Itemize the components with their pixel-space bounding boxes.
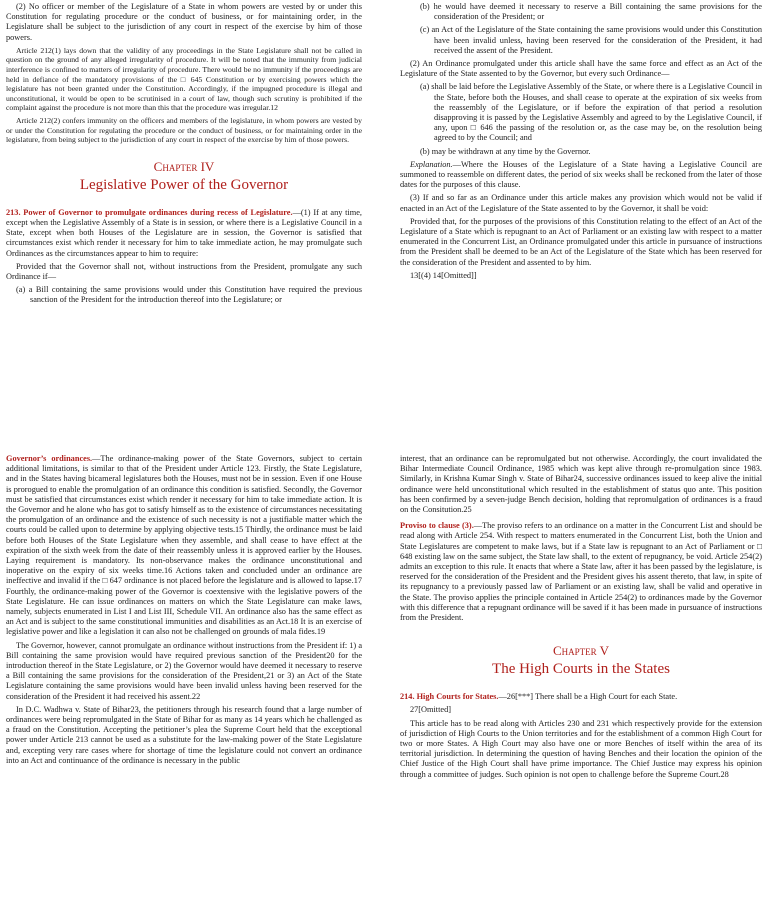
proviso-clause-3-commentary (400, 521, 762, 623)
article-214-heading: 214. High Courts for States. (400, 692, 499, 702)
explanation-body: —Where the Houses of the Legislature of a State having a Legislative Council are summoned to reassemble on different dates, the period of six weeks shall be reckoned from the later of those dates for the purposes of this clause. (400, 159, 762, 190)
governors-ordinances-body: —The ordinance-making power of the State Governors, subject to certain additional limitations, is similar to that of the President under Article 123. Firstly, the State Legislature, and in the States having bicameral legislatures both the Houses, must not be in session. Even if one House is prorogued to enable the promulgation of an ordinance this condition is satisfied. Secondly, the Governor must be satisfied that circumstances exist which render it necessary for him to take immediate action. It is the Governor and he alone who has got to satisfy himself as to the existence of circumstances necessitating the promulgation of an ordinance and the existence of such necessity is not a justifiable matter which the courts could be called upon to determine by applying objective tests.15 Thirdly, the ordinance must be laid before both Houses of the State Legislature when they assemble, and shall cease to have effect at the expiration of the sixth week from the date of their reassembly unless it is approved earlier by the Houses. Laying requirement is mandatory. Its non-observance makes the ordinance unconstitutional and inoperative on the expiry of six weeks time.16 Actions taken and concluded under an ordinance are ineffective and invalid if the □ 647 ordinance is not placed before the legislature and is allowed to lapse.17 Fourthly, the ordinance-making power of the Governor is coextensive with the legislative powers of the State Legislature. He can issue ordinances on matters on which the State Legislature can make laws, namely, subjects enumerated in List I and List III, Schedule VII. An ordinance also has the same effect as an Act and is subject to the same constitutional immunities and disabilities as an Act.18 It is an exercise of legislative power and like a legislation it can also not be challenged on grounds of mala fides.19 (6, 454, 363, 637)
commentary-212-2: Article 212(2) confers immunity on the officers and members of the legislature, in whom powers are vested by or under the Constitution for regulating the procedure or the conduct of business, or for maintaining order in the legislature, from being subject to the jurisdiction of any court in respect of the exercise by him of those powers. (6, 115, 362, 145)
commentary-212-1: Article 212(1) lays down that the validity of any proceedings in the State Legislature shall not be called in question on the ground of any alleged irregularity of procedure. It will be noted that the immunity from judicial interference is confined to matters of irregularity of procedure. There would be no immunity if the proceedings are held in defiance of the mandatory provisions of the □ 645 Constitution or by exercising powers which the legislature has not been granted under the Constitution. Accordingly, if the impugned procedure is illegal and unconstitutional, it would be open to be scrutinised in a court of law, though such scrutiny is prohibited if the complaint against the procedure is not more than this that the procedure was irregular.12 (6, 45, 362, 113)
article-213-clause-a: (a) a Bill containing the same provisions would under this Constitution have required the previous sanction of the President for the introduction thereof into the Legislature; or (16, 285, 362, 305)
chapter-v-title: The High Courts in the States (492, 661, 670, 678)
proviso-clause-3-heading: Proviso to clause (3). (400, 521, 474, 531)
repromulgation-commentary: interest, that an ordinance can be repromulgated but not otherwise. Accordingly, the court invalidated the Bihar Intermediate Council Ordinance, 1985 which was kept alive through re-promulgation since 1983. Similarly, in Krishna Kumar Singh v. State of Bihar24, successive ordinances issued to keep alive the initial ordinance were held unconstitutional which resulted in the establishment of status quo ante. This position has been confirmed by a seven-judge Bench decision, holding that repromulgation of ordinances is a fraud on the Consitution.25 (400, 454, 762, 515)
governor-limits-commentary: The Governor, however, cannot promulgate an ordinance without instructions from the President if: 1) a Bill containing the same provision would have required previous sanction of the President20 for the introduction thereof in the State Legislature, or 2) the Governor would have deemed it necessary to reserve a Bill containing the same provisions for the consideration of the President,21 or 3) an Act of the State Legislature containing the same provisions would have been invalid unless having been reserved for the consideration of the President it had received his assent.22 (6, 640, 362, 701)
article-214-omitted: 27[Omitted] (410, 705, 452, 715)
chapter-v-number: Chapter V (552, 643, 610, 659)
article-213-clause-c: (c) an Act of the Legislature of the State containing the same provisions would under this Constitution have been invalid unless, having been reserved for the consideration of the President, it had received the assent of the President. (420, 25, 762, 55)
bottom-right-column (400, 454, 762, 783)
article-213-proviso: Provided that the Governor shall not, without instructions from the President, promulgate any such Ordinance if— (6, 261, 362, 281)
article-213-clause-1 (6, 208, 362, 259)
governors-ordinances-commentary (6, 454, 362, 638)
article-213-clause-3-proviso: Provided that, for the purposes of the provisions of this Constitution relating to the effect of an Act of the Legislature of a State which is repugnant to an Act of Parliament or an existing law with respect to a matter enumerated in the Concurrent List, an Ordinance promulgated under this article in pursuance of instructions from the President shall be deemed to be an Act of the Legislature of the State which has been reserved for the consideration of the President and assented to by him. (400, 216, 762, 267)
article-213-body: —(1) If at any time, except when the Legislative Assembly of a State is in session, or where there is a Legislative Council in a State, except when both Houses of the Legislature are in session, the Governor is satisfied that circumstances exist which render it necessary for him to take immediate action, he may promulgate such Ordinances as the circumstances appear to him to require: (6, 207, 362, 258)
bottom-left-column (6, 454, 362, 769)
article-213-clause-2a: (a) shall be laid before the Legislative Assembly of the State, or where there is a Legislative Council in the State, before both the Houses, and shall cease to operate at the expiration of six weeks from the reassembly of the Legislature, or if before the expiration of that period a resolution disapproving it is passed by the Legislative Assembly and agreed to by the Legislative Council, if any, upon □ 646 the passing of the resolution or, as the case may be, on the resolution being agreed to by the Council; and (420, 82, 762, 143)
article-212-clause-2: (2) No officer or member of the Legislature of a State in whom powers are vested by or under this Constitution for regulating procedure or the conduct of business, or for maintaining order, in the Legislature shall be subject to the jurisdiction of any court in respect of the exercise by him of those powers. (6, 2, 362, 42)
article-214-body: —26[***] There shall be a High Court for each State. (498, 692, 678, 702)
article-213-clause-2b: (b) may be withdrawn at any time by the Governor. (420, 146, 591, 156)
article-214 (400, 692, 762, 702)
chapter-iv-title: Legislative Power of the Governor (79, 176, 289, 193)
chapter-iv-number: Chapter IV (153, 158, 215, 174)
article-213-clause-3: (3) If and so far as an Ordinance under this article makes any provision which would not be valid if enacted in an Act of the Legislature of the State assented to by the Governor, it shall be void: (400, 193, 762, 213)
top-right-column (400, 2, 762, 284)
article-213-explanation (400, 160, 762, 191)
top-left-column (6, 2, 362, 309)
governors-ordinances-heading: Governor’s ordinances. (6, 454, 93, 463)
article-213-heading: 213. Power of Governor to promulgate ordinances during recess of Legislature. (6, 207, 293, 217)
wadhwa-case-commentary: In D.C. Wadhwa v. State of Bihar23, the petitioners through his research found that a large number of ordinances were being repromulgated in the State of Bihar for as many as 14 years which he challenged as a fraud on the Constitution. Accepting the petitioner’s plea the Supreme Court held that the exceptional power under Article 213 cannot be used as a substitute for the law-making power of the State Legislature and, excepting very rare cases where for shortage of time the legislature could not convert an ordinance into an Act and continuance of the ordinance is necessary in the public (6, 704, 362, 765)
article-214-commentary: This article has to be read along with Articles 230 and 231 which respectively provide for the extension of jurisdiction of High Courts to the Union territories and for the establishment of a common High Court for two or more States. A High Court may also have one or more Benches of itself within the area of its territorial jurisdiction. In determining the question of having Benches and their location the opinion of the Chief Justice of the High Court shall have prime importance. The Chief Justice may express his opinion through a committee of judges. Such opinion is not open to challenge before the Supreme Court.28 (400, 718, 762, 779)
article-213-clause-4-omitted: 13[(4) 14[Omitted]] (410, 270, 477, 280)
explanation-label: Explanation. (410, 159, 453, 169)
article-213-clause-b: (b) he would have deemed it necessary to reserve a Bill containing the same provisions for the consideration of the President; or (420, 2, 762, 22)
proviso-clause-3-body: —The proviso refers to an ordinance on a matter in the Concurrent List and should be read along with Article 254. With respect to matters enumerated in the Concurrent List, both the Union and State Legislatures are competent to make laws, but if a State law is repugnant to an Act of Parliament or □ 648 existing law on the same subject, the State law shall, to the extent of repugnancy, be void. Article 254(2) admits an exception to this rule. It enacts that where a State law, after it has been passed by the legislature, is reserved for the consideration of the President and the President gives his assent thereto, that law, in spite of its repugnancy to a previously passed law of Parliament or an existing law, shall be valid and operative in the State. The proviso applies the principle contained in Article 254(2) to ordinances made by the Governor with this difference that a repugnant ordinance will be saved if it has been made in pursuance of instructions from the President. (400, 521, 763, 623)
article-213-clause-2: (2) An Ordinance promulgated under this article shall have the same force and effect as an Act of the Legislature of the State assented to by the Governor, but every such Ordinance— (400, 59, 762, 79)
